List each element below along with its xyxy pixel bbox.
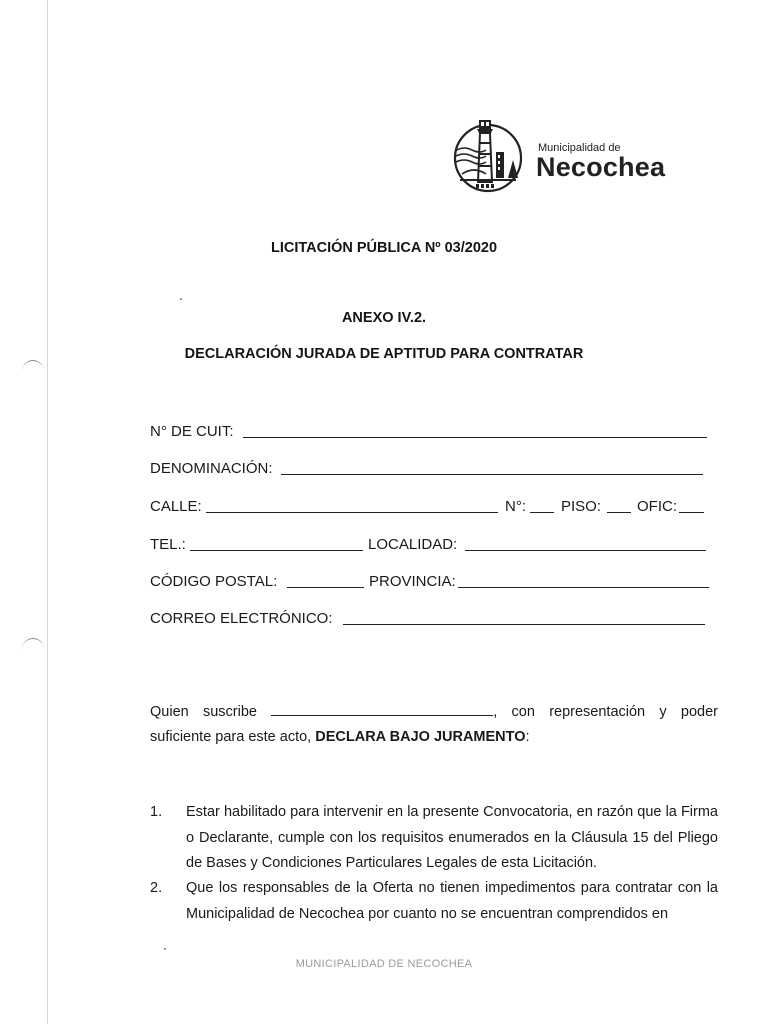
correo-field[interactable] bbox=[343, 624, 705, 625]
declaration-line-2 bbox=[150, 725, 718, 750]
logo-title: Necochea bbox=[536, 152, 666, 182]
correo-label: CORREO ELECTRÓNICO: bbox=[150, 610, 333, 627]
lighthouse-emblem-icon bbox=[452, 116, 524, 196]
declaration-colon: : bbox=[525, 729, 530, 745]
ofic-label: OFIC: bbox=[637, 498, 677, 515]
list-item-number: 2. bbox=[150, 880, 163, 896]
provincia-label: PROVINCIA: bbox=[369, 573, 456, 590]
declaration-word: con bbox=[511, 704, 535, 720]
tel-label: TEL.: bbox=[150, 536, 186, 553]
localidad-label: LOCALIDAD: bbox=[368, 536, 458, 553]
declaration-word: representación bbox=[549, 704, 646, 720]
piso-label: PISO: bbox=[561, 498, 602, 515]
denominacion-label: DENOMINACIÓN: bbox=[150, 460, 273, 477]
piso-field[interactable] bbox=[607, 512, 631, 513]
cuit-field[interactable] bbox=[243, 437, 707, 438]
list-item bbox=[150, 876, 718, 927]
list-item-text: Que los responsables de la Oferta no tienen impedimentos para contratar con la Municipalidad de Necochea por cuanto no se encuentran comprendidos en bbox=[186, 880, 718, 922]
signatory-name-field[interactable] bbox=[271, 701, 493, 716]
declaration-bold-statement: DECLARA BAJO JURAMENTO bbox=[315, 729, 526, 745]
codigo-postal-field[interactable] bbox=[287, 587, 364, 588]
document-subtitle: DECLARACIÓN JURADA DE APTITUD PARA CONTRATAR bbox=[184, 346, 584, 362]
denominacion-field[interactable] bbox=[281, 474, 703, 475]
declaration-line-1 bbox=[150, 700, 718, 725]
declaration-prefix: suficiente para este acto, bbox=[150, 729, 312, 745]
declaration-word: suscribe bbox=[202, 704, 257, 720]
declaration-word: poder bbox=[680, 704, 718, 720]
punch-hole-mark bbox=[22, 638, 44, 651]
calle-label: CALLE: bbox=[150, 498, 202, 515]
localidad-field[interactable] bbox=[465, 550, 706, 551]
declaration-word: Quien bbox=[150, 704, 189, 720]
municipality-logo bbox=[452, 116, 692, 196]
binder-margin-line bbox=[47, 0, 48, 1024]
tel-field[interactable] bbox=[190, 550, 363, 551]
calle-field[interactable] bbox=[206, 512, 498, 513]
scan-speck bbox=[164, 948, 166, 950]
numero-field[interactable] bbox=[530, 512, 554, 513]
provincia-field[interactable] bbox=[458, 587, 709, 588]
numero-label: N°: bbox=[505, 498, 526, 515]
declaration-word: y bbox=[659, 704, 667, 720]
list-item-number: 1. bbox=[150, 804, 163, 820]
list-item bbox=[150, 800, 718, 877]
annex-label: ANEXO IV.2. bbox=[341, 310, 427, 326]
page-footer-watermark: MUNICIPALIDAD DE NECOCHEA bbox=[295, 958, 473, 970]
cuit-label: N° DE CUIT: bbox=[150, 423, 234, 440]
logo-subtitle: Municipalidad de bbox=[538, 142, 621, 154]
ofic-field[interactable] bbox=[679, 512, 704, 513]
codigo-postal-label: CÓDIGO POSTAL: bbox=[150, 573, 278, 590]
declaration-paragraph bbox=[150, 700, 718, 750]
list-item-text: Estar habilitado para intervenir en la presente Convocatoria, en razón que la Firma o Declarante, cumple con los requisitos enumerados en la Cláusula 15 del Pliego de Bases y Condiciones Particulares Legales de esta Licitación. bbox=[186, 804, 718, 871]
scan-speck bbox=[180, 298, 182, 300]
document-title: LICITACIÓN PÚBLICA Nº 03/2020 bbox=[270, 240, 498, 256]
signatory-name-segment: , bbox=[271, 700, 497, 725]
